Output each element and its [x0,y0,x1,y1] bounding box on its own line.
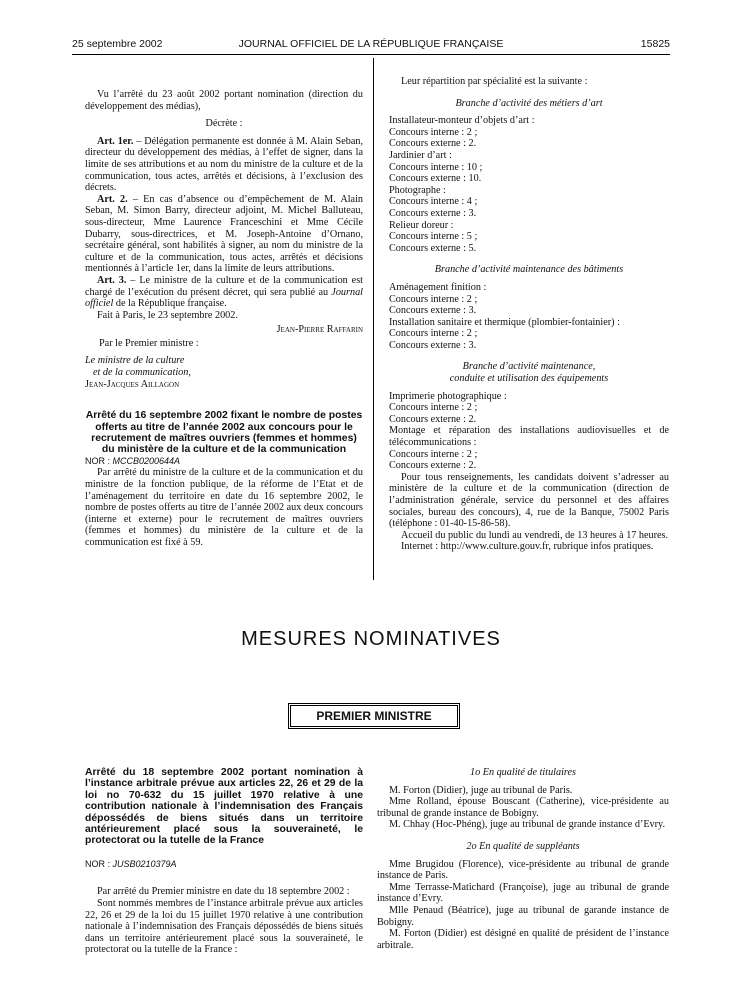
list-item: Concours interne : 5 ; [389,231,478,243]
branch-maintenance-batiments: Branche d’activité maintenance des bâtiments [434,264,624,276]
list-item: Photographe : [389,184,446,196]
list-item: Concours externe : 2. [389,138,477,150]
list-item: Concours externe : 2. [389,460,477,472]
suppleant-item: Mme Terrasse-Matichard (Françoise), juge au tribunal de grande instance d’Evry. [377,881,669,905]
decree-minister-name: Jean-Jacques Aillagon [85,378,180,390]
decree-par: Par le Premier ministre : [99,337,199,349]
list-item: Concours interne : 2 ; [389,293,478,305]
decree-decrete: Décrète : [205,118,243,130]
repartition-accueil: Accueil du public du lundi au vendredi, de 13 heures à 17 heures. [401,529,669,541]
article-2 [85,194,363,275]
repartition-column [389,76,669,553]
header-journal-title: JOURNAL OFFICIEL DE LA RÉPUBLIQUE FRANÇAISE [238,38,504,50]
decree-column [85,89,363,549]
suppleant-item: Mlle Penaud (Béatrice), juge au tribunal de garande instance de Bobigny. [377,904,669,928]
suppleant-item: Mme Brugidou (Florence), vice-présidente au tribunal de grande instance de Paris. [377,858,669,882]
article-2-text: – En cas d’absence ou d’empêchement de M. Alain Seban, M. Simon Barry, directeur adjoint, M. Michel Balluteau, sous-directeur, Mme Laurence Franceschini et Mme Cécile Dubarry, sous-directrices, et M. Joseph-Antoine d’Ornano, secrétaire général, sont habilités à signer, au nom du ministre de la culture et de la communication, tous actes, arrêtés et décisions mentionnés à l’article 1er, dans la limite de leurs attributions. [85,193,363,275]
list-item: Aménagement finition : [389,281,487,293]
titulaire-item: M. Chhay (Hoc-Phéng), juge au tribunal de grande instance d’Evry. [389,819,666,831]
list-item: Concours interne : 2 ; [389,328,478,340]
page-header [72,38,670,52]
list-item: Installateur-monteur d’objets d’art : [389,115,535,127]
arrete-1-nor [85,456,363,468]
list-item: Concours interne : 2 ; [389,448,478,460]
list-item: Installation sanitaire et thermique (plombier-fontainier) : [389,316,620,328]
arrete-2-nor [85,859,363,871]
repartition-info: Pour tous renseignements, les candidats doivent s’adresser au ministère de la culture et de la communication (direction de l’administration générale, service du personnel et des affaires sociales, bureau des concours), 4, rue de la Banque, 75002 Paris (téléphone : 01-40-15-86-58). [389,471,669,530]
branch-equipements-line2: conduite et utilisation des équipements [449,373,609,385]
header-page-number: 15825 [640,38,670,50]
branch-metiers-art-list [389,115,669,254]
header-rule [72,54,670,55]
repartition-internet: Internet : http://www.culture.gouv.fr, rubrique infos pratiques. [401,541,654,553]
article-1-label: Art. 1er. [97,135,134,147]
titulaires-heading: 1o En qualité de titulaires [469,767,576,778]
section-title: MESURES NOMINATIVES [241,628,501,650]
arrete-1-nor-code: MCCB0200644A [112,455,181,466]
list-item: Concours externe : 3. [389,207,477,219]
branch-equipements-line1: Branche d’activité maintenance, [462,361,596,373]
arrete-2-nor-code: JUSB0210379A [112,858,177,869]
section-box-premier-ministre: PREMIER MINISTRE [288,703,460,729]
list-item: Relieur doreur : [389,219,454,231]
list-item: Concours interne : 4 ; [389,196,478,208]
column-divider [373,58,374,580]
decree-fait: Fait à Paris, le 23 septembre 2002. [97,309,238,321]
list-item: Concours interne : 2 ; [389,126,478,138]
list-item: Concours externe : 3. [389,339,477,351]
article-3-label: Art. 3. [97,274,127,286]
list-item: Concours interne : 10 ; [389,161,483,173]
titulaire-item: Mme Rolland, épouse Bouscant (Catherine), vice-présidente au tribunal de grande instance de Bobigny. [377,796,669,819]
nominations-column [377,767,669,951]
article-2-label: Art. 2. [97,193,128,205]
branch-maintenance-batiments-list [389,282,669,352]
branch-metiers-art: Branche d’activité des métiers d’art [455,97,603,109]
article-1-text: – Délégation permanente est donnée à M. Alain Seban, directeur du développement des médias, à l’effet de signer, dans la limite de ses attributions et au nom du ministre de la culture et de la communication, tous actes, arrêtés et décisions, à l’exclusion des décrets. [85,135,363,194]
arrete-2-nor-label: NOR : [85,858,113,869]
list-item: Concours externe : 5. [389,242,477,254]
arrete-2-p2: Sont nommés membres de l’instance arbitrale prévue aux articles 22, 26 et 29 de la loi du 15 juillet 1970 relative à une contribution nationale à l’indemnisation des Français dépossédés de biens situés dans un territoire antérieurement placé sous la souveraineté, le protectorat ou la tutelle de la France : [85,898,363,956]
article-3-text-a: – Le ministre de la culture et de la communication est chargé de l’exécution du présent décret, qui sera publié au [85,274,363,298]
header-date: 25 septembre 2002 [72,38,163,50]
list-item-montage: Montage et réparation des installations audiovisuelles et de télécommunications : [389,425,669,449]
article-3-text-b: de la République française. [113,298,227,310]
president-designation: M. Forton (Didier) est désigné en qualité de président de l’instance arbitrale. [377,928,669,951]
arrete-2-title: Arrêté du 18 septembre 2002 portant nomination à l’instance arbitrale prévue aux articles 22, 26 et 29 de la loi no 70-632 du 15 juillet 1970 relative à une contribution nationale à l’indemnisation des Français dépossédés de biens situés dans un territoire antérieurement placé sous la souveraineté, le protectorat ou la tutelle de la France [85,767,363,847]
decree-minister-line1: Le ministre de la culture [85,355,185,367]
titulaire-item: M. Forton (Didier), juge au tribunal de Paris. [389,784,573,796]
decree-vu: Vu l’arrêté du 23 août 2002 portant nomination (direction du développement des médias), [85,89,363,112]
list-item: Concours externe : 3. [389,305,477,317]
arrete-2-p1: Par arrêté du Premier ministre en date du 18 septembre 2002 : [97,886,350,898]
list-item: Concours externe : 10. [389,173,482,185]
list-item: Concours externe : 2. [389,413,477,425]
repartition-intro: Leur répartition par spécialité est la suivante : [401,76,588,87]
list-item: Jardinier d’art : [389,149,452,161]
arrete-2-column [85,767,363,956]
decree-minister-line2: et de la communication, [93,367,191,379]
list-item: Imprimerie photographique : [389,390,507,402]
decree-signer: Jean-Pierre Raffarin [276,324,363,336]
article-1 [85,136,363,194]
branch-equipements-list [389,391,669,472]
article-3 [85,275,363,310]
suppleants-heading: 2o En qualité de suppléants [466,840,580,852]
arrete-1-title: Arrêté du 16 septembre 2002 fixant le nombre de postes offerts au titre de l’année 2002 aux concours pour le recrutement de maîtres ouvriers (femmes et hommes) du ministère de la culture et de la communication [85,410,363,456]
list-item: Concours interne : 2 ; [389,402,478,414]
arrete-1-body: Par arrêté du ministre de la culture et de la communication et du ministre de la fonction publique, de la réforme de l’Etat et de l’aménagement du territoire en date du 16 septembre 2002, le nombre de postes offerts au titre de l’année 2002 aux deux concours (interne et externe) pour le recrutement de maîtres ouvriers (femmes et hommes) du ministère de la culture et de la communication est fixé à 59. [85,467,363,549]
article-3-jo: Journal officiel [85,286,363,310]
arrete-1-nor-label: NOR : [85,455,113,466]
